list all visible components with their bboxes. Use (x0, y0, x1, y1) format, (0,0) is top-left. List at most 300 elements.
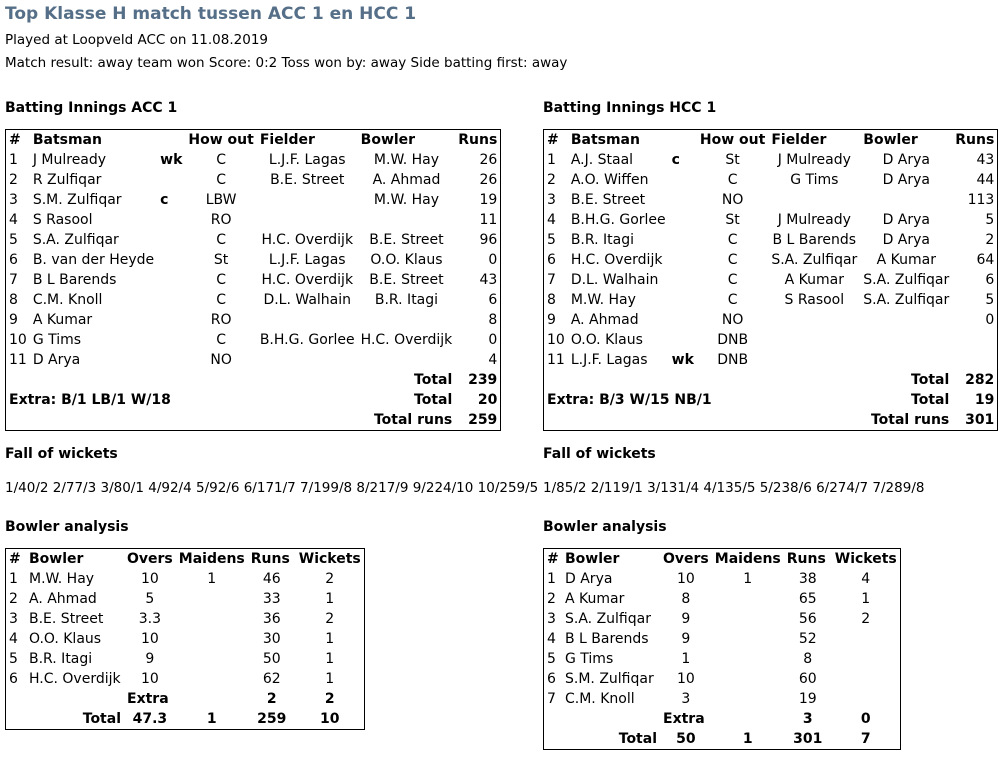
table-row (6, 150, 500, 170)
bowling-extra-row (6, 689, 364, 709)
batting-col-header: # (547, 132, 559, 148)
bowling-cell: 38 (798, 571, 817, 587)
batting-col-header: How out (699, 132, 766, 148)
table-row (544, 290, 997, 310)
batting-cell: C (216, 292, 226, 308)
bowling-cell: O.O. Klaus (29, 631, 102, 647)
batting-cell: 6 (547, 252, 556, 268)
table-row (544, 210, 997, 230)
bowling-extra-row (544, 709, 900, 729)
extras-row-label: Total (414, 392, 453, 408)
bowling-cell: 1 (325, 631, 335, 647)
total-runs-row-label: Total runs (870, 412, 950, 428)
batting-cell: A Kumar (876, 252, 936, 268)
bowling-cell (176, 669, 248, 689)
batting-cell: RO (210, 212, 232, 228)
batting-cell: C (727, 252, 738, 268)
batting-cell: 7 (9, 272, 18, 288)
batting-cell: B.H.G. Gorlee (570, 212, 666, 228)
bowling-total-runs: 301 (793, 731, 823, 747)
batting-cell: C (727, 172, 738, 188)
bowling-cell: 9 (681, 611, 691, 627)
extras-row-note: Extra: B/3 W/15 NB/1 (547, 392, 712, 408)
batting-cell: J Mulready (777, 152, 851, 168)
batting-cell: D.L. Walhain (570, 272, 659, 288)
batting-cell (257, 190, 358, 210)
bowling-cell (176, 589, 248, 609)
bowling-total-wickets: 7 (860, 731, 871, 747)
batting-cell: H.C. Overdijk (360, 332, 453, 348)
table-row (6, 609, 364, 629)
batting-cell: M.W. Hay (373, 192, 439, 208)
batting-cell: DNB (717, 352, 749, 368)
batting-total-row-value: 239 (468, 372, 498, 388)
table-row (544, 170, 997, 190)
table-row (6, 230, 500, 250)
batting-cell: 64 (976, 252, 995, 268)
batting-cell: A.J. Staal (570, 152, 634, 168)
total-runs-row-label: Total runs (373, 412, 453, 428)
batting-cell: B.E. Street (270, 172, 345, 188)
bowling-table (543, 548, 901, 750)
total-runs-row (544, 410, 997, 430)
bowling-col-header: Runs (786, 551, 826, 567)
bowling-cell: 2 (9, 591, 18, 607)
table-row (544, 589, 900, 609)
match-result: Match result: away team won Score: 0:2 Toss won by: away Side batting first: away (5, 55, 568, 71)
spacer (6, 689, 124, 709)
bowling-cell: 50 (262, 651, 281, 667)
batting-cell: St (213, 252, 229, 268)
bowling-cell (712, 649, 784, 669)
table-row (6, 310, 500, 330)
batting-cell: NO (210, 352, 232, 368)
bowling-col-header: Maidens (714, 551, 781, 567)
bowling-cell: 52 (798, 631, 817, 647)
batting-cell: R Zulfiqar (32, 172, 102, 188)
batting-cell: 11 (9, 352, 27, 368)
bowling-cell: 62 (262, 671, 281, 687)
bowling-cell (712, 609, 784, 629)
batting-cell: D Arya (32, 352, 81, 368)
total-runs-row (6, 410, 500, 430)
bowling-cell: 1 (325, 651, 335, 667)
extras-row-value: 20 (477, 392, 498, 408)
batting-cell: D.L. Walhain (263, 292, 352, 308)
bowling-total-row (6, 709, 364, 729)
batting-cell: B.H.G. Gorlee (259, 332, 355, 348)
table-row (6, 250, 500, 270)
bowling-cell: 46 (262, 571, 281, 587)
bowling-cell: 7 (547, 691, 556, 707)
bowling-col-header: Bowler (29, 551, 84, 567)
batting-cell: RO (210, 312, 232, 328)
bowling-col-header: Wickets (298, 551, 361, 567)
batting-col-header: Runs (955, 132, 995, 148)
batting-cell: B.R. Itagi (570, 232, 634, 248)
batting-col-header: How out (188, 132, 254, 148)
batting-cell: 9 (9, 312, 18, 328)
batting-cell: 6 (9, 252, 18, 268)
page-title: Top Klasse H match tussen ACC 1 en HCC 1 (5, 4, 417, 24)
batting-cell: DNB (717, 332, 749, 348)
table-row (6, 350, 500, 370)
table-row (6, 589, 364, 609)
bowling-cell: 33 (262, 591, 281, 607)
batting-cell: 2 (985, 232, 995, 248)
bowling-cell (712, 629, 784, 649)
batting-col-header: Fielder (259, 132, 315, 148)
bowling-col-header: # (547, 551, 559, 567)
table-row (544, 230, 997, 250)
batting-cell: M.W. Hay (570, 292, 636, 308)
batting-cell: 2 (9, 172, 18, 188)
batting-cell: S Rasool (784, 292, 845, 308)
batting-cell: G Tims (790, 172, 839, 188)
batting-header-row (6, 130, 500, 150)
bowling-cell: C.M. Knoll (565, 691, 635, 707)
batting-cell: B.R. Itagi (374, 292, 439, 308)
bowling-cell (832, 689, 900, 709)
batting-cell: S.A. Zulfiqar (771, 252, 858, 268)
batting-heading: Batting Innings ACC 1 (5, 100, 178, 116)
table-row (544, 350, 997, 370)
total-runs-row-value: 301 (965, 412, 995, 428)
bowling-cell: 9 (145, 651, 155, 667)
table-row (544, 310, 997, 330)
batting-cell: 8 (488, 312, 498, 328)
batting-header-row (544, 130, 997, 150)
batting-cell: L.J.F. Lagas (268, 152, 346, 168)
batting-cell: 43 (976, 152, 995, 168)
batting-cell: S.A. Zulfiqar (32, 232, 119, 248)
batting-cell: 3 (547, 192, 556, 208)
batting-col-header: Batsman (570, 132, 640, 148)
bowling-cell: M.W. Hay (29, 571, 95, 587)
spacer (544, 709, 660, 729)
batting-cell: C (727, 272, 738, 288)
bowling-cell: 6 (547, 671, 556, 687)
batting-cell (768, 190, 860, 210)
batting-cell: St (725, 212, 740, 228)
bowling-col-header: Runs (250, 551, 290, 567)
bowling-cell (832, 649, 900, 669)
batting-cell: C (216, 172, 226, 188)
bowling-cell: 5 (9, 651, 18, 667)
bowling-cell: D Arya (565, 571, 613, 587)
batting-cell (157, 230, 185, 250)
batting-cell: J Mulready (32, 152, 107, 168)
bowling-cell: 3.3 (138, 611, 162, 627)
batting-cell: O.O. Klaus (370, 252, 443, 268)
batting-total-row-label: Total (414, 372, 453, 388)
batting-cell (669, 330, 697, 350)
bowling-cell: 10 (140, 631, 159, 647)
batting-cell: c (160, 192, 169, 208)
extras-row (544, 390, 997, 410)
bowling-total-label: Total (82, 711, 121, 727)
batting-cell (257, 350, 358, 370)
batting-cell (358, 350, 456, 370)
batting-total-row (544, 370, 997, 390)
batting-cell: B L Barends (772, 232, 857, 248)
batting-cell: 2 (547, 172, 556, 188)
batting-cell (157, 250, 185, 270)
table-row (6, 170, 500, 190)
batting-cell (952, 330, 997, 350)
batting-cell: A. Ahmad (570, 312, 639, 328)
batting-cell: B L Barends (32, 272, 117, 288)
table-row (6, 270, 500, 290)
batting-col-header: Fielder (771, 132, 827, 148)
bowling-extra-label: Extra (127, 691, 169, 707)
batting-cell: L.J.F. Lagas (570, 352, 648, 368)
batting-cell (669, 210, 697, 230)
bowling-heading: Bowler analysis (5, 519, 129, 535)
batting-cell: B.E. Street (369, 232, 444, 248)
table-row (544, 569, 900, 589)
batting-cell (860, 330, 952, 350)
fow-heading: Fall of wickets (543, 446, 656, 462)
batting-cell: H.C. Overdijk (261, 232, 354, 248)
bowling-cell: 56 (798, 611, 817, 627)
batting-cell: B.E. Street (570, 192, 646, 208)
batting-cell: C (727, 232, 738, 248)
bowling-cell: 1 (743, 571, 753, 587)
bowling-cell: 2 (325, 611, 335, 627)
batting-cell: 26 (479, 172, 498, 188)
bowling-cell: S.A. Zulfiqar (565, 611, 651, 627)
bowling-extra-runs: 2 (266, 691, 277, 707)
bowling-cell: 1 (325, 671, 335, 687)
bowling-cell: 3 (681, 691, 691, 707)
batting-cell: B. van der Heyde (32, 252, 155, 268)
batting-cell: C (216, 272, 226, 288)
bowling-cell: A Kumar (565, 591, 625, 607)
batting-cell (669, 190, 697, 210)
bowling-table (5, 548, 365, 730)
batting-total-row-value: 282 (965, 372, 995, 388)
bowling-cell: 9 (681, 631, 691, 647)
bowling-cell (176, 649, 248, 669)
bowling-total-maidens: 1 (206, 711, 217, 727)
bowling-col-header: Maidens (178, 551, 245, 567)
bowling-cell: 1 (547, 571, 556, 587)
batting-cell: D Arya (882, 212, 930, 228)
match-venue: Played at Loopveld ACC on 11.08.2019 (5, 32, 268, 48)
bowling-cell: 2 (325, 571, 335, 587)
batting-cell (952, 350, 997, 370)
table-row (6, 190, 500, 210)
batting-cell: M.W. Hay (373, 152, 439, 168)
bowling-extra-runs: 3 (802, 711, 813, 727)
bowling-cell: 3 (9, 611, 18, 627)
batting-cell (358, 210, 456, 230)
bowling-cell: 30 (262, 631, 281, 647)
bowling-cell: 6 (9, 671, 18, 687)
batting-cell: 19 (479, 192, 498, 208)
batting-total-row-note (6, 370, 257, 390)
batting-cell: LBW (205, 192, 237, 208)
batting-cell: L.J.F. Lagas (268, 252, 346, 268)
batting-cell: 4 (488, 352, 498, 368)
bowling-cell: 4 (9, 631, 18, 647)
batting-cell (669, 250, 697, 270)
batting-cell: 7 (547, 272, 556, 288)
batting-cell (860, 350, 952, 370)
table-row (6, 290, 500, 310)
batting-cell: 8 (547, 292, 556, 308)
bowling-cell: 2 (861, 611, 871, 627)
bowling-cell (176, 629, 248, 649)
batting-col-header: Bowler (863, 132, 918, 148)
batting-cell: 0 (488, 252, 498, 268)
bowling-cell: B.R. Itagi (29, 651, 93, 667)
table-row (6, 569, 364, 589)
table-row (6, 210, 500, 230)
batting-cell: 44 (976, 172, 995, 188)
table-row (544, 150, 997, 170)
bowling-cell: H.C. Overdijk (29, 671, 121, 687)
batting-cell (157, 330, 185, 350)
table-row (6, 629, 364, 649)
bowling-cell (832, 669, 900, 689)
bowling-cell: 65 (798, 591, 817, 607)
batting-cell: 1 (547, 152, 556, 168)
batting-cell: 5 (985, 212, 995, 228)
batting-cell: NO (721, 192, 744, 208)
bowling-cell: 1 (861, 591, 871, 607)
batting-cell: 10 (547, 332, 565, 348)
batting-cell: H.C. Overdijk (570, 252, 663, 268)
table-row (544, 609, 900, 629)
batting-cell: C (216, 332, 226, 348)
batting-cell (157, 270, 185, 290)
bowling-extra-wickets: 2 (324, 691, 335, 707)
batting-cell: 10 (9, 332, 27, 348)
table-row (544, 330, 997, 350)
bowling-cell (176, 609, 248, 629)
bowling-total-runs: 259 (257, 711, 287, 727)
batting-cell: St (725, 152, 740, 168)
batting-cell: 0 (488, 332, 498, 348)
batting-cell (157, 310, 185, 330)
bowling-total-overs: 47.3 (132, 711, 168, 727)
table-row (6, 330, 500, 350)
table-row (544, 270, 997, 290)
batting-cell: B.E. Street (369, 272, 444, 288)
bowling-cell: 2 (547, 591, 556, 607)
bowling-cell: 10 (140, 571, 159, 587)
total-runs-row-note (544, 410, 768, 430)
batting-cell: S Rasool (32, 212, 93, 228)
batting-cell (669, 310, 697, 330)
bowling-cell (712, 589, 784, 609)
bowling-cell (712, 689, 784, 709)
bowling-cell: 4 (547, 631, 556, 647)
bowling-cell: G Tims (565, 651, 614, 667)
batting-cell: A Kumar (784, 272, 844, 288)
bowling-cell: 1 (207, 571, 217, 587)
batting-cell: wk (671, 352, 694, 368)
batting-cell: 0 (985, 312, 995, 328)
bowling-cell: A. Ahmad (29, 591, 97, 607)
batting-cell (860, 310, 952, 330)
batting-col-header: # (9, 132, 21, 148)
batting-cell: 5 (985, 292, 995, 308)
bowling-cell: 5 (547, 651, 556, 667)
bowling-cell: 5 (145, 591, 155, 607)
bowling-col-header: Overs (127, 551, 173, 567)
batting-cell (257, 210, 358, 230)
batting-cell (768, 310, 860, 330)
bowling-header-row (544, 549, 900, 569)
batting-cell: 4 (547, 212, 556, 228)
batting-cell (157, 170, 185, 190)
batting-cell: A. Ahmad (372, 172, 441, 188)
table-row (544, 250, 997, 270)
bowling-cell: S.M. Zulfiqar (565, 671, 654, 687)
batting-cell: C (727, 292, 738, 308)
table-row (544, 689, 900, 709)
batting-cell: 96 (479, 232, 498, 248)
batting-col-header: Batsman (32, 132, 102, 148)
bowling-cell: 8 (803, 651, 813, 667)
batting-cell: 43 (479, 272, 498, 288)
batting-total-row (6, 370, 500, 390)
total-runs-row-note (6, 410, 257, 430)
batting-cell: 11 (547, 352, 565, 368)
batting-cell: 3 (9, 192, 18, 208)
batting-cell: D Arya (882, 172, 930, 188)
batting-cell: J Mulready (777, 212, 851, 228)
batting-cell (768, 330, 860, 350)
bowling-cell: 3 (547, 611, 556, 627)
table-row (6, 649, 364, 669)
bowling-cell: 36 (262, 611, 281, 627)
bowling-col-header: # (9, 551, 21, 567)
batting-col-header: Bowler (360, 132, 416, 148)
batting-cell: 26 (479, 152, 498, 168)
batting-cell (257, 310, 358, 330)
table-row (544, 669, 900, 689)
batting-cell: 8 (9, 292, 18, 308)
bowling-cell: B L Barends (565, 631, 649, 647)
bowling-cell (832, 629, 900, 649)
batting-cell: 9 (547, 312, 556, 328)
batting-cell: 6 (985, 272, 995, 288)
batting-cell: NO (721, 312, 744, 328)
bowling-heading: Bowler analysis (543, 519, 667, 535)
batting-heading: Batting Innings HCC 1 (543, 100, 717, 116)
bowling-cell: 1 (9, 571, 18, 587)
bowling-col-header: Overs (663, 551, 709, 567)
extras-row (6, 390, 500, 410)
batting-cell: C (216, 232, 226, 248)
fall-of-wickets: 1/40/2 2/77/3 3/80/1 4/92/4 5/92/6 6/171/7 7/199/8 8/217/9 9/224/10 10/259/5 (5, 480, 539, 496)
bowling-cell: 8 (681, 591, 691, 607)
batting-col-header: Runs (458, 132, 498, 148)
bowling-header-row (6, 549, 364, 569)
bowling-total-row (544, 729, 900, 749)
batting-cell (358, 310, 456, 330)
bowling-cell: 4 (861, 571, 871, 587)
bowling-cell: 60 (798, 671, 817, 687)
batting-cell: D Arya (882, 152, 930, 168)
bowling-col-header: Wickets (834, 551, 897, 567)
batting-cell: wk (160, 152, 183, 168)
batting-cell: S.A. Zulfiqar (863, 272, 950, 288)
